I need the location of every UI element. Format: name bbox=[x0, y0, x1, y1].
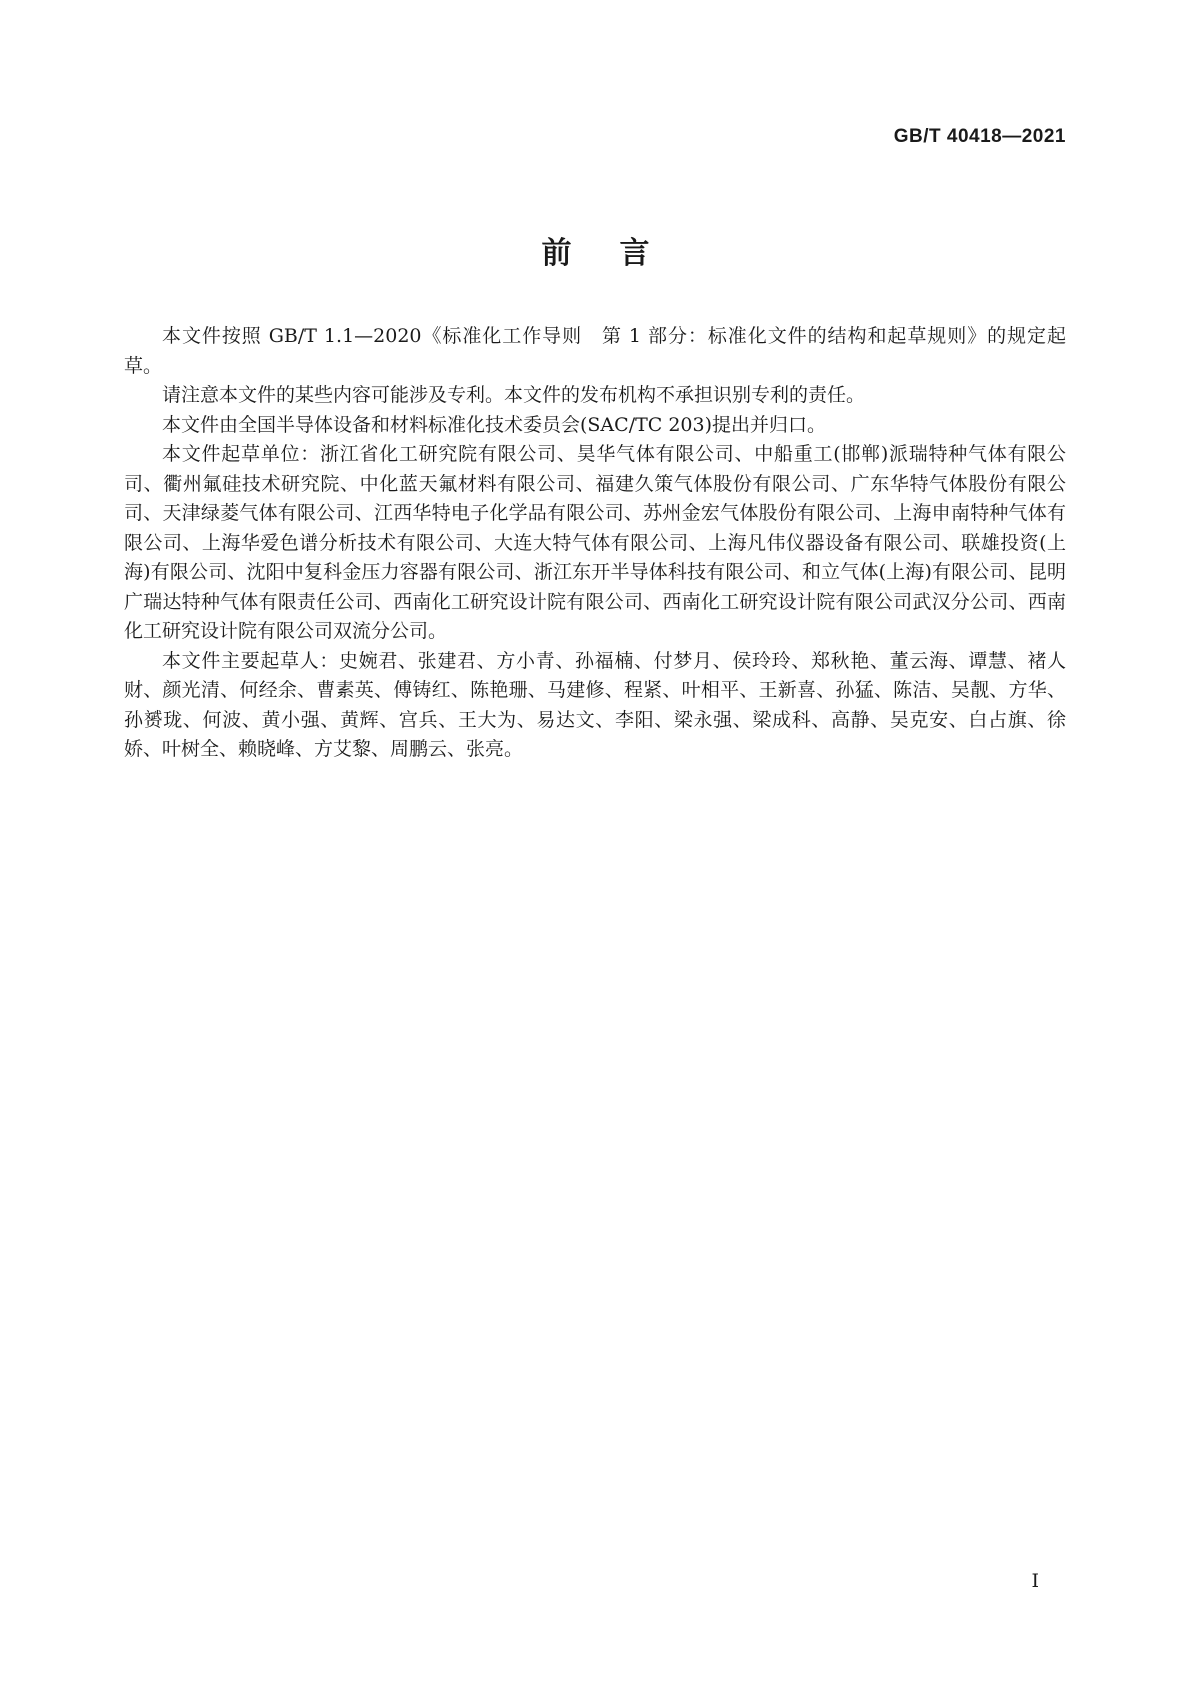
paragraph-drafting-rules: 本文件按照 GB/T 1.1—2020《标准化工作导则 第 1 部分：标准化文件的结构和起草规则》的规定起草。 bbox=[124, 325, 1066, 377]
paragraph-drafters: 本文件主要起草人：史婉君、张建君、方小青、孙福楠、付梦月、侯玲玲、郑秋艳、董云海、谭慧、褚人财、颜光清、何经余、曹素英、傅铸红、陈艳珊、马建修、程紧、叶相平、王新喜、孙猛、陈洁、吴靓、方华、孙赟珑、何波、黄小强、黄辉、宫兵、王大为、易达文、李阳、梁永强、梁成科、高静、吴克安、白占旗、徐娇、叶树全、赖晓峰、方艾黎、周鹏云、张亮。 bbox=[124, 649, 1066, 760]
paragraph-drafting-units: 本文件起草单位：浙江省化工研究院有限公司、昊华气体有限公司、中船重工(邯郸)派瑞特种气体有限公司、衢州氟硅技术研究院、中化蓝天氟材料有限公司、福建久策气体股份有限公司、广东华特气体股份有限公司、天津绿菱气体有限公司、江西华特电子化学品有限公司、苏州金宏气体股份有限公司、上海申南特种气体有限公司、上海华爱色谱分析技术有限公司、大连大特气体有限公司、上海凡伟仪器设备有限公司、联雄投资(上海)有限公司、沈阳中复科金压力容器有限公司、浙江东开半导体科技有限公司、和立气体(上海)有限公司、昆明广瑞达特种气体有限责任公司、西南化工研究设计院有限公司、西南化工研究设计院有限公司武汉分公司、西南化工研究设计院有限公司双流分公司。 bbox=[124, 443, 1066, 642]
document-id: GB/T 40418—2021 bbox=[893, 126, 1066, 147]
page-title: 前言 bbox=[541, 236, 698, 271]
foreword-body bbox=[124, 322, 1066, 765]
page-number: I bbox=[1031, 1570, 1039, 1592]
paragraph-patent-notice: 请注意本文件的某些内容可能涉及专利。本文件的发布机构不承担识别专利的责任。 bbox=[162, 384, 866, 406]
paragraph-proposer: 本文件由全国半导体设备和材料标准化技术委员会(SAC/TC 203)提出并归口。 bbox=[162, 413, 827, 436]
